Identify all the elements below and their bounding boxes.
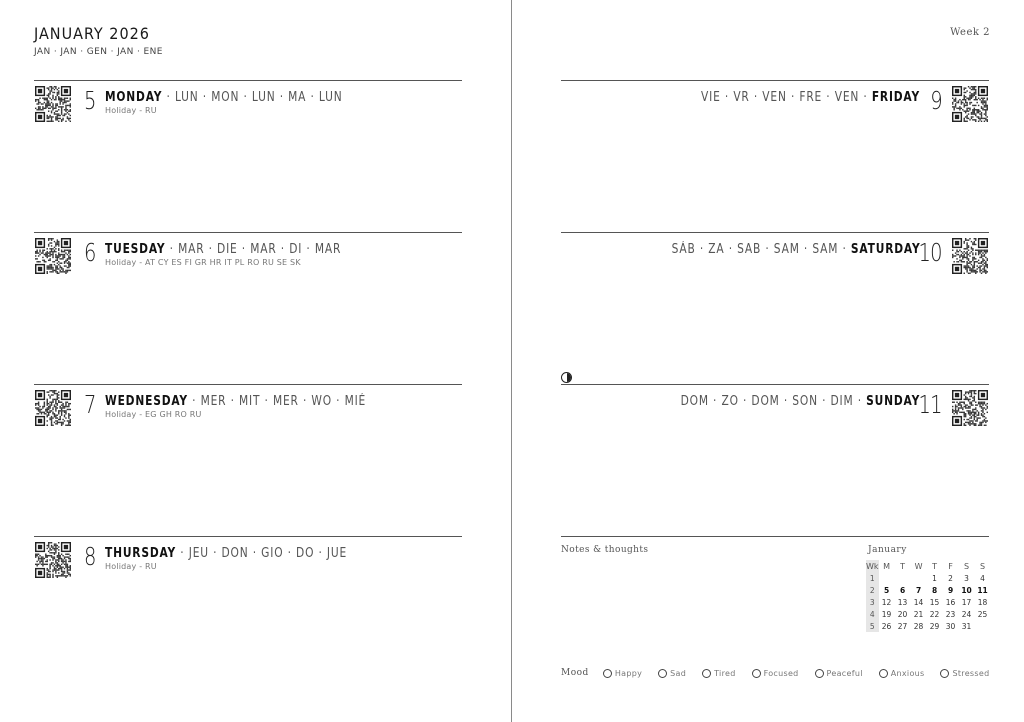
day-separator bbox=[561, 232, 989, 233]
weekday-header: T bbox=[932, 561, 937, 571]
calendar-day[interactable]: 27 bbox=[897, 621, 908, 631]
week-number: 5 bbox=[866, 620, 879, 632]
radio-circle-icon[interactable] bbox=[702, 669, 711, 678]
weekday-header: F bbox=[948, 561, 953, 571]
mood-option-label: Focused bbox=[763, 668, 799, 678]
week-label: Week 2 bbox=[950, 27, 990, 38]
calendar-day[interactable]: 13 bbox=[897, 597, 908, 607]
weekday-header: M bbox=[883, 561, 890, 571]
day-number: 7 bbox=[84, 390, 96, 419]
day-number: 9 bbox=[930, 86, 942, 115]
week-number: 3 bbox=[866, 596, 879, 608]
calendar-day[interactable]: 3 bbox=[964, 573, 969, 583]
day-name-line: VIE · VR · VEN · FRE · VEN · FRIDAY bbox=[701, 90, 920, 105]
calendar-day[interactable]: 15 bbox=[929, 597, 940, 607]
radio-circle-icon[interactable] bbox=[752, 669, 761, 678]
mini-calendar-week-row bbox=[866, 572, 991, 584]
day-name-line: DOM · ZO · DOM · SON · DIM · SUNDAY bbox=[680, 394, 920, 409]
holiday-note: Holiday - AT CY ES FI GR HR IT PL RO RU SE SK bbox=[105, 258, 301, 267]
week-column-header: Wk bbox=[866, 561, 879, 571]
calendar-day[interactable]: 24 bbox=[961, 609, 972, 619]
radio-circle-icon[interactable] bbox=[603, 669, 612, 678]
mood-option-label: Happy bbox=[614, 668, 643, 678]
month-languages: JAN · JAN · GEN · JAN · ENE bbox=[34, 47, 163, 57]
calendar-day[interactable] bbox=[911, 572, 927, 584]
qr-code-icon[interactable] bbox=[952, 86, 988, 122]
day-name: SUNDAY bbox=[866, 394, 920, 409]
calendar-day[interactable]: 25 bbox=[977, 609, 988, 619]
calendar-day[interactable]: 28 bbox=[913, 621, 924, 631]
day-name-line: THURSDAY · JEU · DON · GIO · DO · JUE bbox=[105, 546, 348, 561]
calendar-day[interactable] bbox=[975, 620, 991, 632]
day-name-line: MONDAY · LUN · MON · LUN · MA · LUN bbox=[105, 90, 343, 105]
calendar-day[interactable]: 4 bbox=[980, 573, 985, 583]
day-name-line: TUESDAY · MAR · DIE · MAR · DI · MAR bbox=[105, 242, 342, 257]
day-name: THURSDAY bbox=[105, 546, 177, 561]
day-name-translations: DOM · ZO · DOM · SON · DIM bbox=[680, 394, 854, 409]
mini-calendar-week-row bbox=[866, 620, 991, 632]
calendar-day[interactable]: 31 bbox=[961, 621, 972, 631]
day-name-translations: JEU · DON · GIO · DO · JUE bbox=[188, 546, 348, 561]
mood-selector bbox=[561, 666, 1005, 680]
mini-calendar-title: January bbox=[868, 545, 907, 555]
mood-option-label: Anxious bbox=[890, 668, 925, 678]
calendar-day[interactable]: 29 bbox=[929, 621, 940, 631]
mood-option-anxious[interactable] bbox=[879, 669, 925, 678]
mood-option-peaceful[interactable] bbox=[815, 669, 863, 678]
calendar-day[interactable]: 20 bbox=[897, 609, 908, 619]
weekday-header: S bbox=[980, 561, 986, 571]
mood-label: Mood bbox=[561, 668, 589, 678]
mini-calendar-header-row bbox=[866, 560, 991, 572]
calendar-day[interactable]: 9 bbox=[947, 585, 954, 595]
qr-code-icon[interactable] bbox=[952, 390, 988, 426]
week-number: 4 bbox=[866, 608, 879, 620]
calendar-day[interactable] bbox=[879, 572, 895, 584]
holiday-note: Holiday - EG GH RO RU bbox=[105, 410, 202, 419]
calendar-day[interactable]: 19 bbox=[881, 609, 892, 619]
day-number: 10 bbox=[918, 238, 942, 267]
qr-code-icon[interactable] bbox=[35, 86, 71, 122]
calendar-day[interactable] bbox=[895, 572, 911, 584]
day-name-line: SÁB · ZA · SAB · SAM · SAM · SATURDAY bbox=[671, 242, 920, 257]
calendar-day[interactable]: 23 bbox=[945, 609, 956, 619]
day-name-translations: VIE · VR · VEN · FRE · VEN bbox=[701, 90, 860, 105]
holiday-note: Holiday - RU bbox=[105, 106, 157, 115]
week-number: 2 bbox=[866, 584, 879, 596]
calendar-day[interactable]: 17 bbox=[961, 597, 972, 607]
mood-option-sad[interactable] bbox=[658, 669, 686, 678]
mood-option-label: Stressed bbox=[952, 668, 990, 678]
calendar-day[interactable]: 7 bbox=[915, 585, 922, 595]
day-name-translations: MAR · DIE · MAR · DI · MAR bbox=[178, 242, 342, 257]
radio-circle-icon[interactable] bbox=[658, 669, 667, 678]
calendar-day[interactable]: 26 bbox=[881, 621, 892, 631]
weekday-header: W bbox=[914, 561, 923, 571]
day-name: FRIDAY bbox=[871, 90, 920, 105]
mini-calendar bbox=[866, 560, 991, 632]
mini-calendar-week-row bbox=[866, 584, 991, 596]
calendar-day[interactable]: 10 bbox=[961, 585, 972, 595]
qr-code-icon[interactable] bbox=[35, 390, 71, 426]
day-separator bbox=[561, 80, 989, 81]
mood-option-label: Tired bbox=[714, 668, 736, 678]
day-name-translations: SÁB · ZA · SAB · SAM · SAM bbox=[671, 242, 838, 257]
mood-option-happy[interactable] bbox=[603, 669, 642, 678]
radio-circle-icon[interactable] bbox=[815, 669, 824, 678]
calendar-day[interactable]: 14 bbox=[913, 597, 924, 607]
calendar-day[interactable]: 22 bbox=[929, 609, 940, 619]
calendar-day[interactable]: 2 bbox=[948, 573, 953, 583]
mood-option-tired[interactable] bbox=[702, 669, 735, 678]
day-number: 8 bbox=[84, 542, 96, 571]
qr-code-icon[interactable] bbox=[35, 542, 71, 578]
day-name-translations: LUN · MON · LUN · MA · LUN bbox=[174, 90, 343, 105]
mood-option-focused[interactable] bbox=[752, 669, 799, 678]
calendar-day[interactable]: 18 bbox=[977, 597, 988, 607]
calendar-day[interactable]: 30 bbox=[945, 621, 956, 631]
radio-circle-icon[interactable] bbox=[879, 669, 888, 678]
weekday-header: T bbox=[900, 561, 905, 571]
day-name: MONDAY bbox=[105, 90, 163, 105]
qr-code-icon[interactable] bbox=[952, 238, 988, 274]
day-separator bbox=[34, 232, 462, 233]
day-number: 5 bbox=[84, 86, 96, 115]
day-separator bbox=[34, 80, 462, 81]
notes-separator bbox=[561, 536, 989, 537]
mini-calendar-week-row bbox=[866, 596, 991, 608]
day-name: TUESDAY bbox=[105, 242, 166, 257]
weekday-header: S bbox=[964, 561, 970, 571]
calendar-day[interactable]: 6 bbox=[899, 585, 906, 595]
mood-option-stressed[interactable] bbox=[940, 669, 989, 678]
mood-option-label: Sad bbox=[670, 668, 687, 678]
mood-option-label: Peaceful bbox=[826, 668, 863, 678]
mini-calendar-week-row bbox=[866, 608, 991, 620]
day-separator bbox=[561, 384, 989, 385]
calendar-day[interactable]: 5 bbox=[883, 585, 890, 595]
week-number: 1 bbox=[866, 572, 879, 584]
day-number: 6 bbox=[84, 238, 96, 267]
day-separator bbox=[34, 536, 462, 537]
page-divider bbox=[511, 0, 512, 722]
first-quarter-moon-icon bbox=[561, 372, 572, 383]
radio-circle-icon[interactable] bbox=[940, 669, 949, 678]
day-name-translations: MER · MIT · MER · WO · MIÉ bbox=[200, 394, 367, 409]
holiday-note: Holiday - RU bbox=[105, 562, 157, 571]
qr-code-icon[interactable] bbox=[35, 238, 71, 274]
calendar-day[interactable]: 8 bbox=[931, 585, 938, 595]
day-name: SATURDAY bbox=[850, 242, 920, 257]
calendar-day[interactable]: 1 bbox=[932, 573, 937, 583]
calendar-day[interactable]: 21 bbox=[913, 609, 924, 619]
month-title: JANUARY 2026 bbox=[34, 24, 150, 43]
calendar-day[interactable]: 12 bbox=[881, 597, 892, 607]
day-name: WEDNESDAY bbox=[105, 394, 188, 409]
day-name-line: WEDNESDAY · MER · MIT · MER · WO · MIÉ bbox=[105, 394, 367, 409]
calendar-day[interactable]: 11 bbox=[977, 585, 988, 595]
day-number: 11 bbox=[918, 390, 942, 419]
notes-label: Notes & thoughts bbox=[561, 545, 649, 555]
day-separator bbox=[34, 384, 462, 385]
calendar-day[interactable]: 16 bbox=[945, 597, 956, 607]
